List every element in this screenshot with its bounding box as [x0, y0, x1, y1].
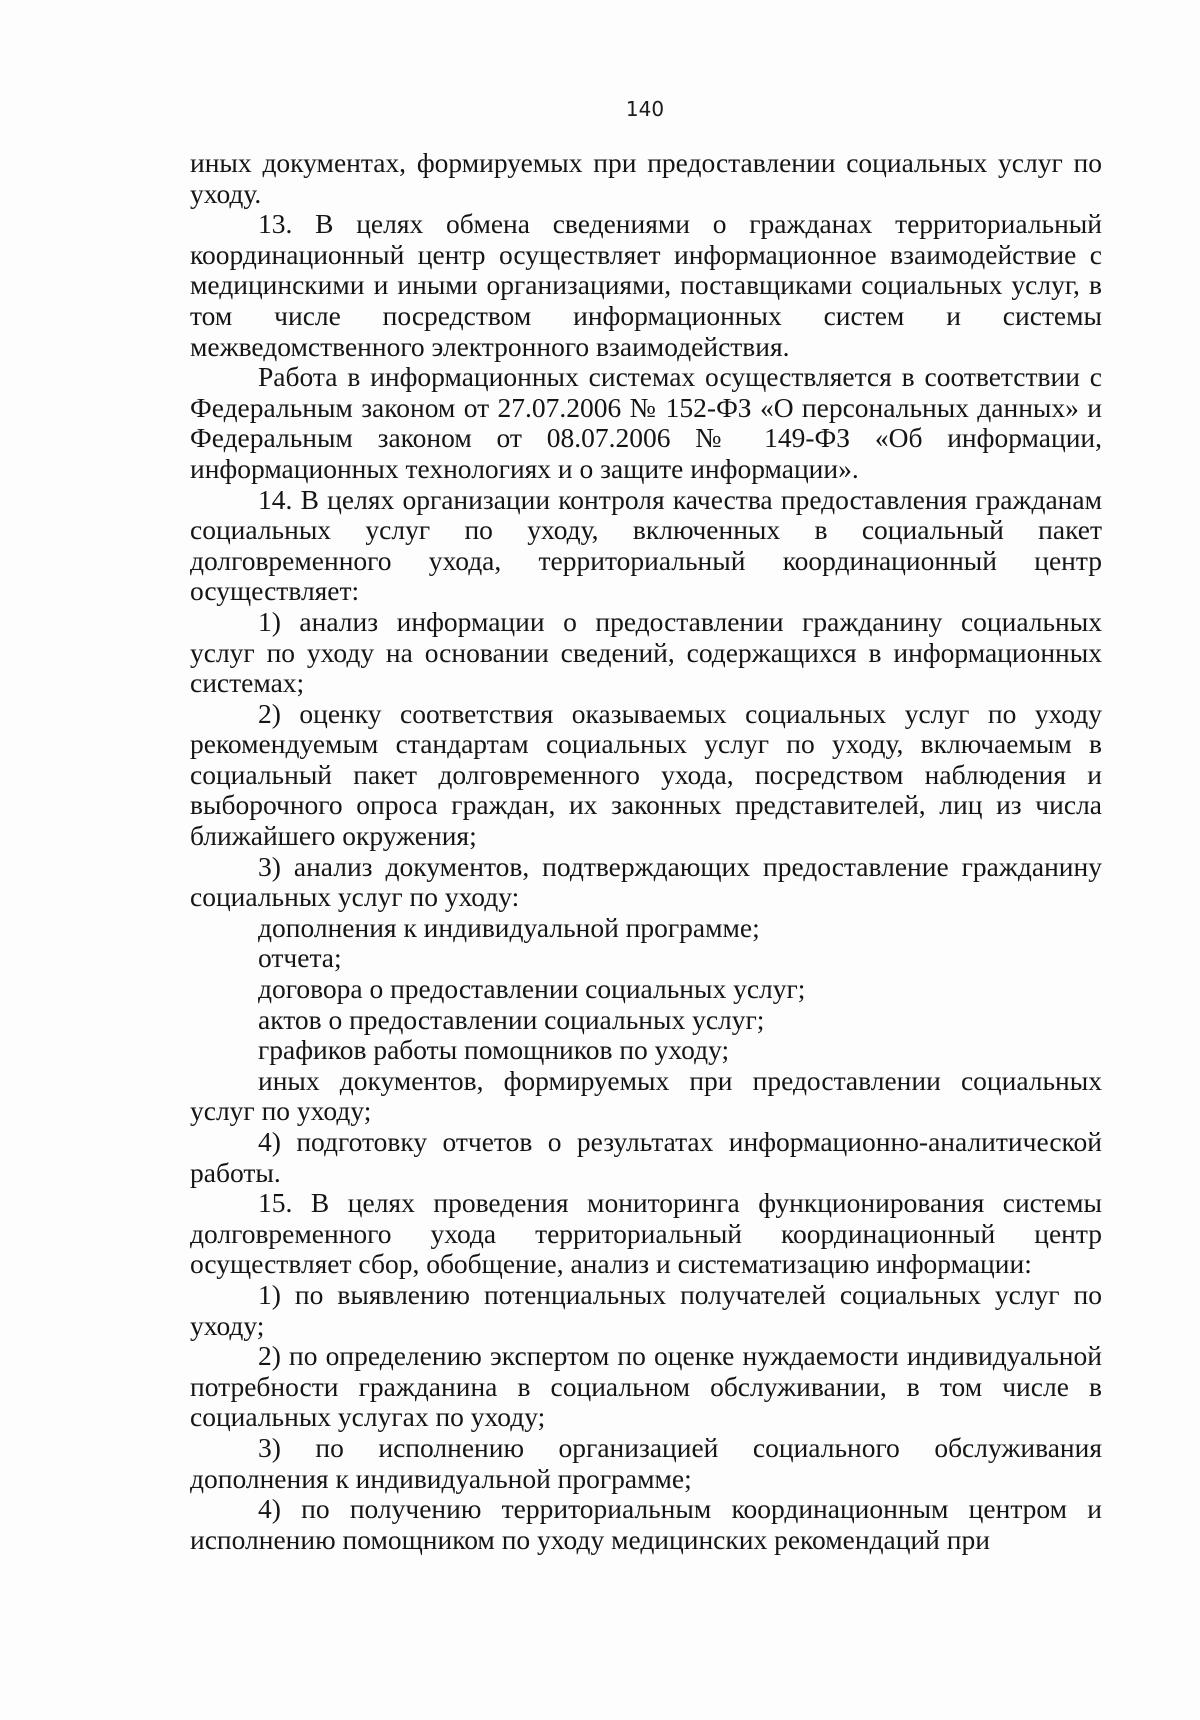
list-item: договора о предоставлении социальных услуг; — [258, 973, 806, 1005]
page-number: 140 — [625, 97, 665, 121]
paragraph: иных документах, формируемых при предоставлении социальных услуг по уходу. — [190, 147, 1102, 209]
list-item: иных документов, формируемых при предоставлении социальных услуг по уходу; — [190, 1064, 1102, 1127]
paragraph: 4) подготовку отчетов о результатах информационно-аналитической работы. — [190, 1126, 1102, 1188]
paragraph: 3) по исполнению организацией социального обслуживания дополнения к индивидуальной программе; — [190, 1431, 1102, 1494]
paragraph: 4) по получению территориальным координационным центром и исполнению помощником по уходу медицинских рекомендаций при — [190, 1493, 1102, 1555]
paragraph: 2) оценку соответствия оказываемых социальных услуг по уходу рекомендуемым стандартам социальных услуг по уходу, включаемым в социальный пакет долговременного ухода, посредством наблюдения и выборочного опроса граждан, их законных представителей, лиц из числа ближайшего окружения; — [190, 697, 1102, 852]
document-body — [190, 148, 1102, 1555]
list-item: графиков работы помощников по уходу; — [258, 1034, 730, 1066]
list-item: дополнения к индивидуальной программе; — [258, 911, 760, 943]
paragraph: 1) анализ информации о предоставлении гражданину социальных услуг по уходу на основании сведений, содержащихся в информационных системах; — [190, 605, 1102, 699]
paragraph: 3) анализ документов, подтверждающих предоставление гражданину социальных услуг по уходу: — [190, 850, 1102, 913]
paragraph: Работа в информационных системах осуществляется в соответствии с Федеральным законом от 27.07.2006 № 152-ФЗ «О персональных данных» и Федеральным законом от 08.07.2006 № 149-ФЗ «Об информации, информационных технологиях и о защите информации». — [190, 361, 1102, 484]
paragraph: 2) по определению экспертом по оценке нуждаемости индивидуальной потребности гражданина в социальном обслуживании, в том числе в социальных услугах по уходу; — [190, 1340, 1102, 1433]
paragraph: 13. В целях обмена сведениями о гражданах территориальный координационный центр осуществляет информационное взаимодействие с медицинскими и иными организациями, поставщиками социальных услуг, в том числе посредством информационных систем и системы межведомственного электронного взаимодействия. — [190, 208, 1102, 362]
list-item: актов о предоставлении социальных услуг; — [258, 1003, 765, 1035]
list-item: отчета; — [258, 942, 342, 974]
paragraph: 1) по выявлению потенциальных получателей социальных услуг по уходу; — [190, 1278, 1102, 1341]
paragraph: 14. В целях организации контроля качества предоставления гражданам социальных услуг по уходу, включенных в социальный пакет долговременного ухода, территориальный координационный центр осуществляет: — [190, 483, 1102, 607]
paragraph: 15. В целях проведения мониторинга функционирования системы долговременного ухода территориальный координационный центр осуществляет сбор, обобщение, анализ и систематизацию информации: — [190, 1187, 1102, 1280]
